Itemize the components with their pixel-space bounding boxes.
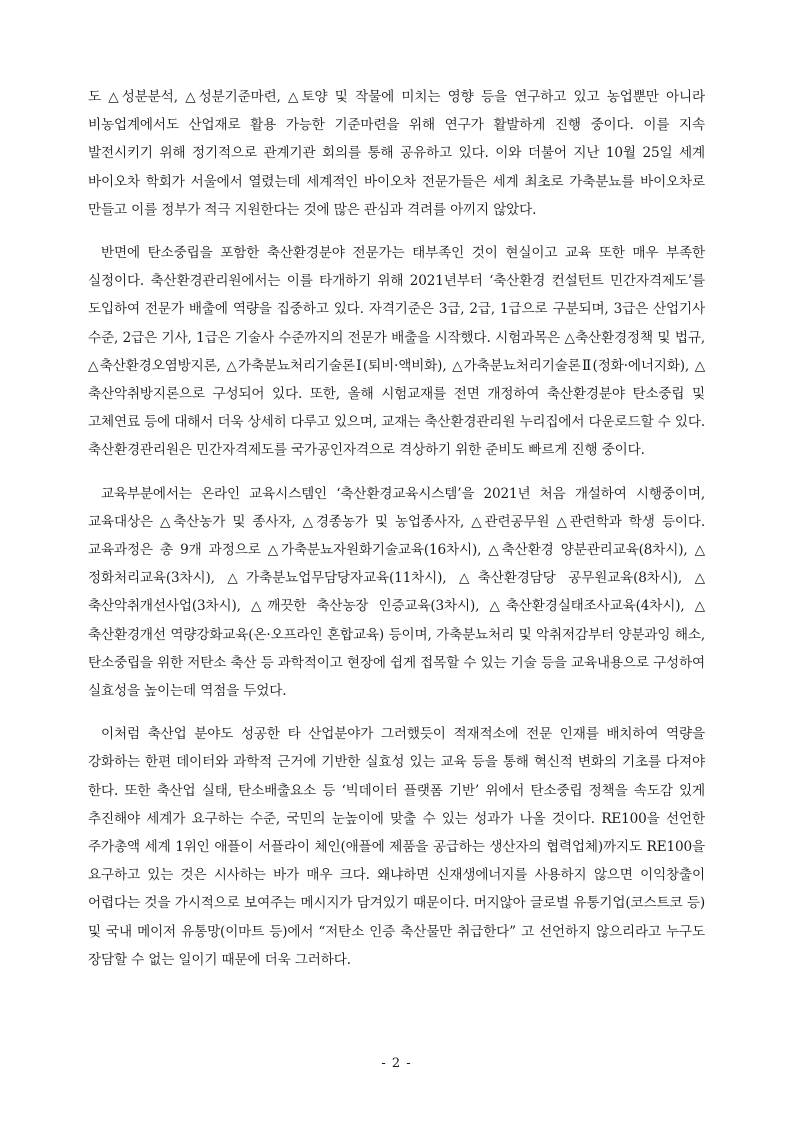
paragraph-4: 이처럼 축산업 분야도 성공한 타 산업분야가 그러했듯이 적재적소에 전문 인재를 배치하여 역량을 강화하는 한편 데이터와 과학적 근거에 기반한 실효성 있는 교육 등을 통해 혁신적 변화의 기초를 다져야 한다. 또한 축산업 실태, 탄소배출요소 등 ‘빅데이터 플랫폼 기반’ 위에서 탄소중립 정책을 속도감 있게 추진해야 세계가 요구하는 수준, 국민의 눈높이에 맞출 수 있는 성과가 나올 것이다. RE100을 선언한 주가총액 세계 1위인 애플이 서플라이 체인(애플에 제품을 공급하는 생산자의 협력업체)까지도 RE100을 요구하고 있는 것은 시사하는 바가 매우 크다. 왜냐하면 신재생에너지를 사용하지 않으면 이익창출이 어렵다는 것을 가시적으로 보여주는 메시지가 담겨있기 때문이다. 머지않아 글로벌 유통기업(코스트코 등) 및 국내 메이저 유통망(이마트 등)에서 “저탄소 인증 축산물만 취급한다” 고 선언하지 않으리라고 누구도 장담할 수 없는 일이기 때문에 더욱 그러하다.	[88, 726, 705, 968]
body-text	[88, 83, 705, 989]
paragraph-3: 교육부분에서는 온라인 교육시스템인 ‘축산환경교육시스템’을 2021년 처음 개설하여 시행중이며, 교육대상은 △축산농가 및 종사자, △경종농가 및 농업종사자, △관련공무원 △관련학과 학생 등이다. 교육과정은 총 9개 과정으로 △가축분뇨자원화기술교육(16차시), △축산환경 양분관리교육(8차시), △정화처리교육(3차시), △가축분뇨업무담당자교육(11차시), △축산환경담당 공무원교육(8차시), △축산악취개선사업(3차시), △깨끗한 축산농장 인증교육(3차시), △축산환경실태조사교육(4차시), △축산환경개선 역량강화교육(온·오프라인 혼합교육) 등이며, 가축분뇨처리 및 악취저감부터 양분과잉 해소, 탄소중립을 위한 저탄소 축산 등 과학적이고 현장에 쉽게 접목할 수 있는 기술 등을 교육내용으로 구성하여 실효성을 높이는데 역점을 두었다.	[88, 485, 705, 700]
paragraph-2: 반면에 탄소중립을 포함한 축산환경분야 전문가는 태부족인 것이 현실이고 교육 또한 매우 부족한 실정이다. 축산환경관리원에서는 이를 타개하기 위해 2021년부터 ‘축산환경 컨설턴트 민간자격제도’를 도입하여 전문가 배출에 역량을 집중하고 있다. 자격기준은 3급, 2급, 1급으로 구분되며, 3급은 산업기사 수준, 2급은 기사, 1급은 기술사 수준까지의 전문가 배출을 시작했다. 시험과목은 △축산환경정책 및 법규, △축산환경오염방지론, △가축분뇨처리기술론Ⅰ(퇴비·액비화), △가축분뇨처리기술론Ⅱ(정화·에너지화), △축산악취방지론으로 구성되어 있다. 또한, 올해 시험교재를 전면 개정하여 축산환경분야 탄소중립 및 고체연료 등에 대해서 더욱 상세히 다루고 있으며, 교재는 축산환경관리원 누리집에서 다운로드할 수 있다. 축산환경관리원은 민간자격제도를 국가공인자격으로 격상하기 위한 준비도 빠르게 진행 중이다.	[88, 245, 705, 459]
paragraph-1: 도 △성분분석, △성분기준마련, △토양 및 작물에 미치는 영향 등을 연구하고 있고 농업뿐만 아니라 비농업계에서도 산업재로 활용 가능한 기준마련을 위해 연구가 활발하게 진행 중이다. 이를 지속 발전시키기 위해 정기적으로 관계기관 회의를 통해 공유하고 있다. 이와 더불어 지난 10월 25일 세계 바이오차 학회가 서울에서 열렸는데 세계적인 바이오차 전문가들은 세계 최초로 가축분뇨를 바이오차로 만들고 이를 정부가 적극 지원한다는 것에 많은 관심과 격려를 아끼지 않았다.	[88, 89, 705, 218]
page-number: - 2 -	[381, 1056, 412, 1071]
